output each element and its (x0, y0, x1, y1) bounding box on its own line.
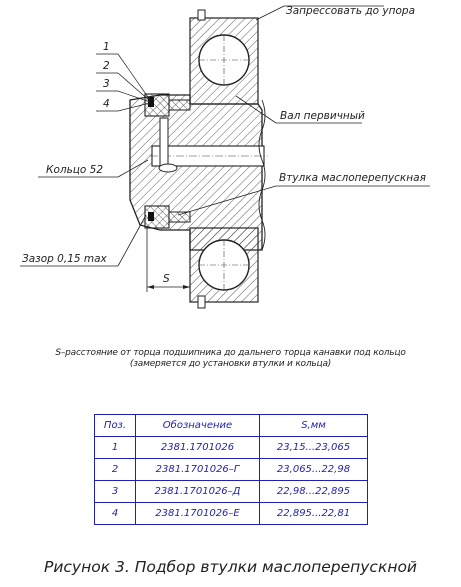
cell-designation: 2381.1701026–Г (136, 459, 260, 481)
caption-line-1: S–расстояние от торца подшипника до дальнего торца канавки под кольцо (55, 348, 406, 358)
table-row (95, 503, 368, 525)
cell-pos: 2 (95, 459, 136, 481)
cell-s: 22,895...22,81 (260, 503, 368, 525)
press-fit-callout (256, 5, 415, 20)
cell-s: 23,15...23,065 (260, 437, 368, 459)
gap-callout (20, 215, 146, 266)
spec-table (94, 414, 368, 525)
table-row (95, 437, 368, 459)
header-pos: Поз. (95, 415, 136, 437)
cell-designation: 2381.1701026–Д (136, 481, 260, 503)
pos-1: 1 (103, 41, 110, 53)
press-fit-label: Запрессовать до упора (286, 5, 416, 17)
cell-designation: 2381.1701026–Е (136, 503, 260, 525)
table-row (95, 459, 368, 481)
header-designation: Обозначение (136, 415, 260, 437)
table-header-row (95, 415, 368, 437)
cell-designation: 2381.1701026 (136, 437, 260, 459)
shaft-label: Вал первичный (280, 110, 365, 122)
cell-pos: 4 (95, 503, 136, 525)
caption-line-2: (замеряется до установки втулки и кольца) (129, 359, 332, 369)
cell-pos: 3 (95, 481, 136, 503)
header-s: S,мм (260, 415, 368, 437)
cell-pos: 1 (95, 437, 136, 459)
cell-s: 23,065...22,98 (260, 459, 368, 481)
figure-title: Рисунок 3. Подбор втулки маслоперепускной (43, 558, 418, 576)
table-row (95, 481, 368, 503)
pos-2: 2 (103, 60, 110, 72)
s-label: S (163, 273, 170, 285)
bushing-label: Втулка маслоперепускная (279, 172, 426, 184)
ring-label: Кольцо 52 (46, 164, 104, 176)
pos-4: 4 (103, 98, 110, 110)
cell-s: 22,98...22,895 (260, 481, 368, 503)
gap-label: Зазор 0,15 max (22, 253, 107, 265)
lower-bearing (190, 228, 258, 308)
pos-3: 3 (103, 78, 110, 90)
s-dimension (147, 228, 190, 300)
upper-bearing (190, 10, 258, 104)
